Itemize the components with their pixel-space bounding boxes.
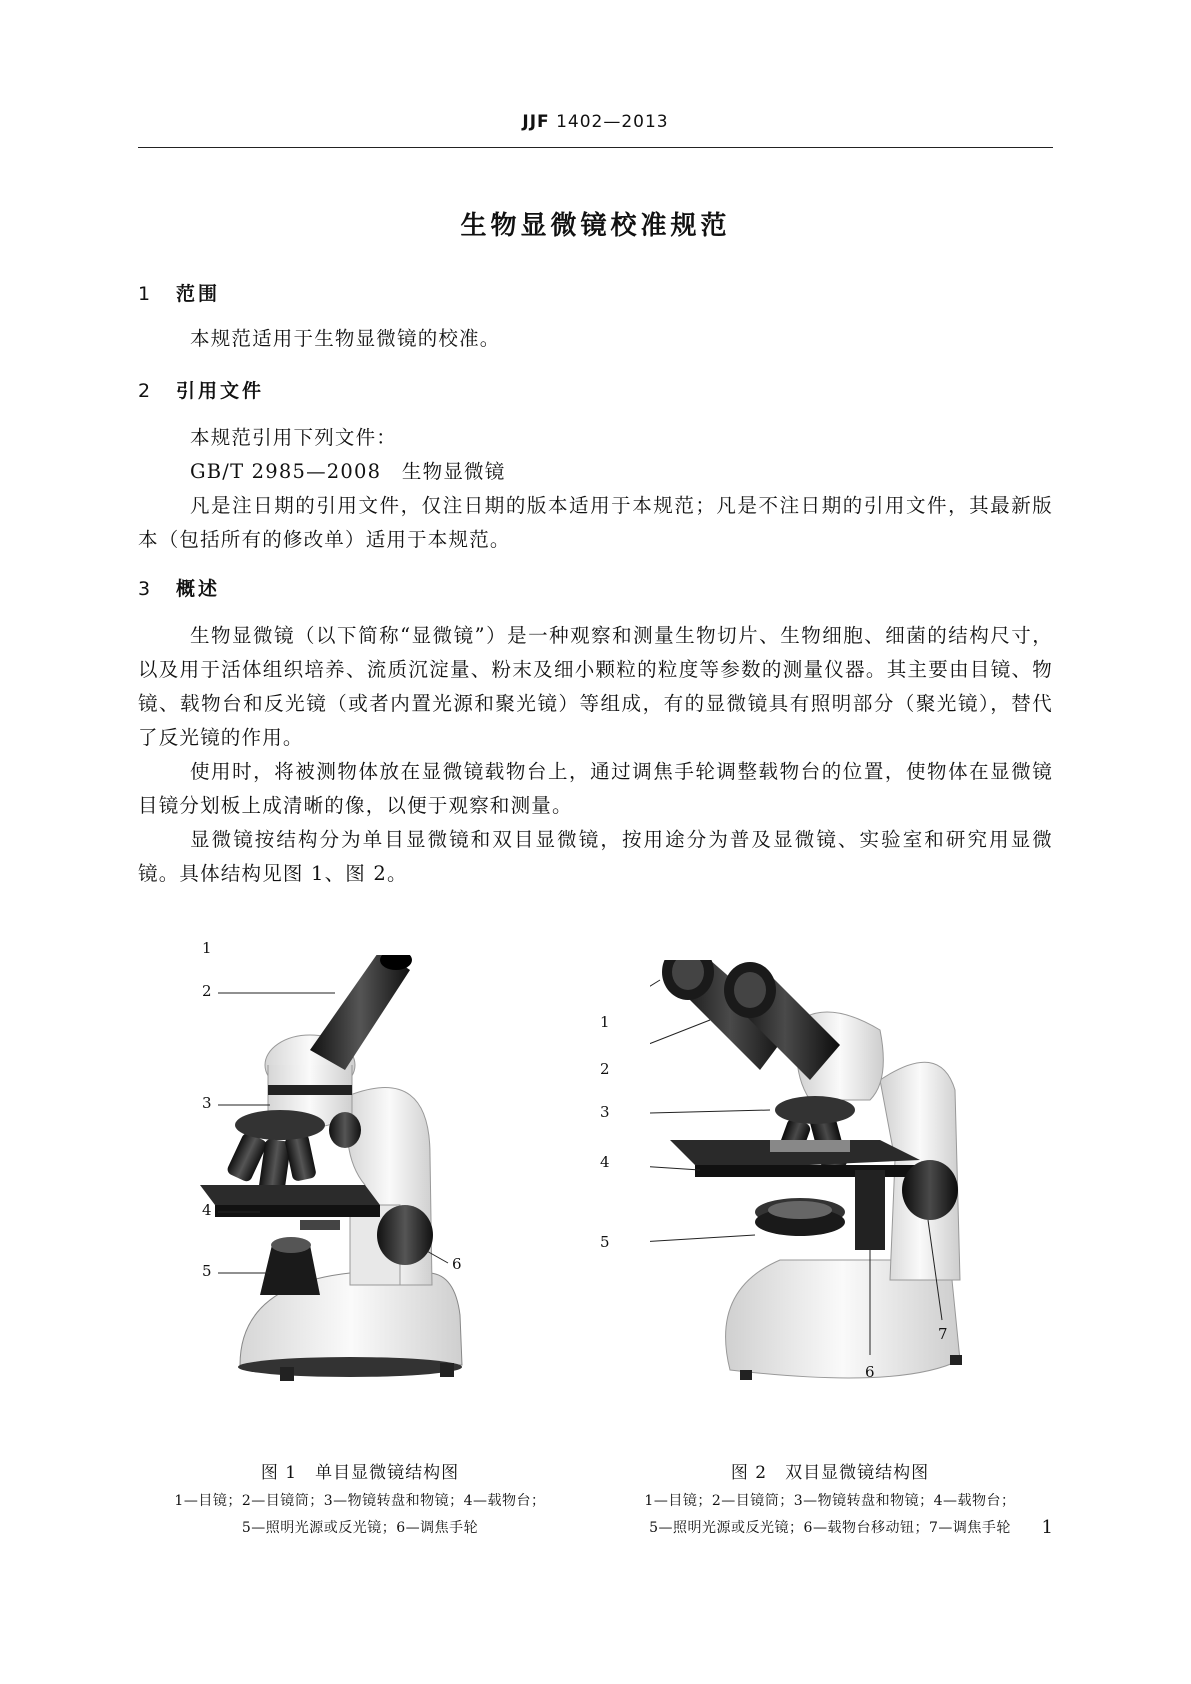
label-1: 1 [202, 939, 212, 957]
label-6: 6 [452, 1255, 462, 1273]
legend-line: 5—照明光源或反光镜；6—调焦手轮 [241, 1520, 479, 1536]
figure-2-caption: 图 2 双目显微镜结构图 [730, 1463, 930, 1483]
section-title: 概述 [176, 578, 221, 600]
figure-1-caption: 图 1 单目显微镜结构图 [260, 1463, 460, 1483]
section-title: 范围 [176, 283, 221, 305]
header-number: 1402—2013 [556, 112, 669, 132]
header-rule [138, 147, 1053, 148]
section-title: 引用文件 [176, 380, 265, 402]
section-number: 3 [138, 578, 154, 600]
paragraph: 凡是注日期的引用文件，仅注日期的版本适用于本规范；凡是不注日期的引用文件，其最新版本（包括所有的修改单）适用于本规范。 [138, 494, 1053, 551]
running-header [0, 112, 1191, 132]
legend-line: 5—照明光源或反光镜；6—载物台移动钮；7—调焦手轮 [649, 1520, 1011, 1536]
section-3-heading [138, 574, 220, 601]
label-5: 5 [600, 1233, 610, 1251]
label-3: 3 [202, 1094, 212, 1112]
header-code: JJF [522, 112, 550, 132]
legend-line: 1—目镜；2—目镜筒；3—物镜转盘和物镜；4—载物台； [644, 1493, 1016, 1509]
section-number: 2 [138, 380, 154, 402]
paragraph: 使用时，将被测物体放在显微镜载物台上，通过调焦手轮调整载物台的位置，使物体在显微镜目镜分划板上成清晰的像，以便于观察和测量。 [138, 760, 1053, 817]
page-number: 1 [1041, 1517, 1053, 1538]
paragraph: 显微镜按结构分为单目显微镜和双目显微镜，按用途分为普及显微镜、实验室和研究用显微镜。具体结构见图 1、图 2。 [138, 828, 1053, 885]
label-2: 2 [600, 1060, 610, 1078]
section-1-heading [138, 279, 220, 306]
label-1: 1 [600, 1013, 610, 1031]
figure-2-legend [605, 1488, 1055, 1542]
paragraph: GB/T 2985—2008 生物显微镜 [190, 460, 506, 483]
label-4: 4 [202, 1201, 212, 1219]
label-4: 4 [600, 1153, 610, 1171]
document-title: 生物显微镜校准规范 [460, 211, 731, 241]
figure-2-binocular-microscope [600, 960, 1030, 1420]
legend-line: 1—目镜；2—目镜筒；3—物镜转盘和物镜；4—载物台； [174, 1493, 546, 1509]
label-6: 6 [865, 1363, 875, 1381]
paragraph: 本规范引用下列文件： [190, 426, 398, 449]
label-7: 7 [938, 1325, 948, 1343]
label-3: 3 [600, 1103, 610, 1121]
section-2-heading [138, 376, 264, 403]
figure-1-monocular-microscope [200, 939, 540, 1425]
paragraph: 生物显微镜（以下简称“显微镜”）是一种观察和测量生物切片、生物细胞、细菌的结构尺寸，以及用于活体组织培养、流质沉淀量、粉末及细小颗粒的粒度等参数的测量仪器。其主要由目镜、物镜、载物台和反光镜（或者内置光源和聚光镜）等组成，有的显微镜具有照明部分（聚光镜），替代了反光镜的作用。 [138, 624, 1053, 749]
figure-1-legend [140, 1488, 580, 1542]
label-5: 5 [202, 1262, 212, 1280]
label-2: 2 [202, 982, 212, 1000]
paragraph: 本规范适用于生物显微镜的校准。 [190, 327, 501, 350]
section-number: 1 [138, 283, 154, 305]
